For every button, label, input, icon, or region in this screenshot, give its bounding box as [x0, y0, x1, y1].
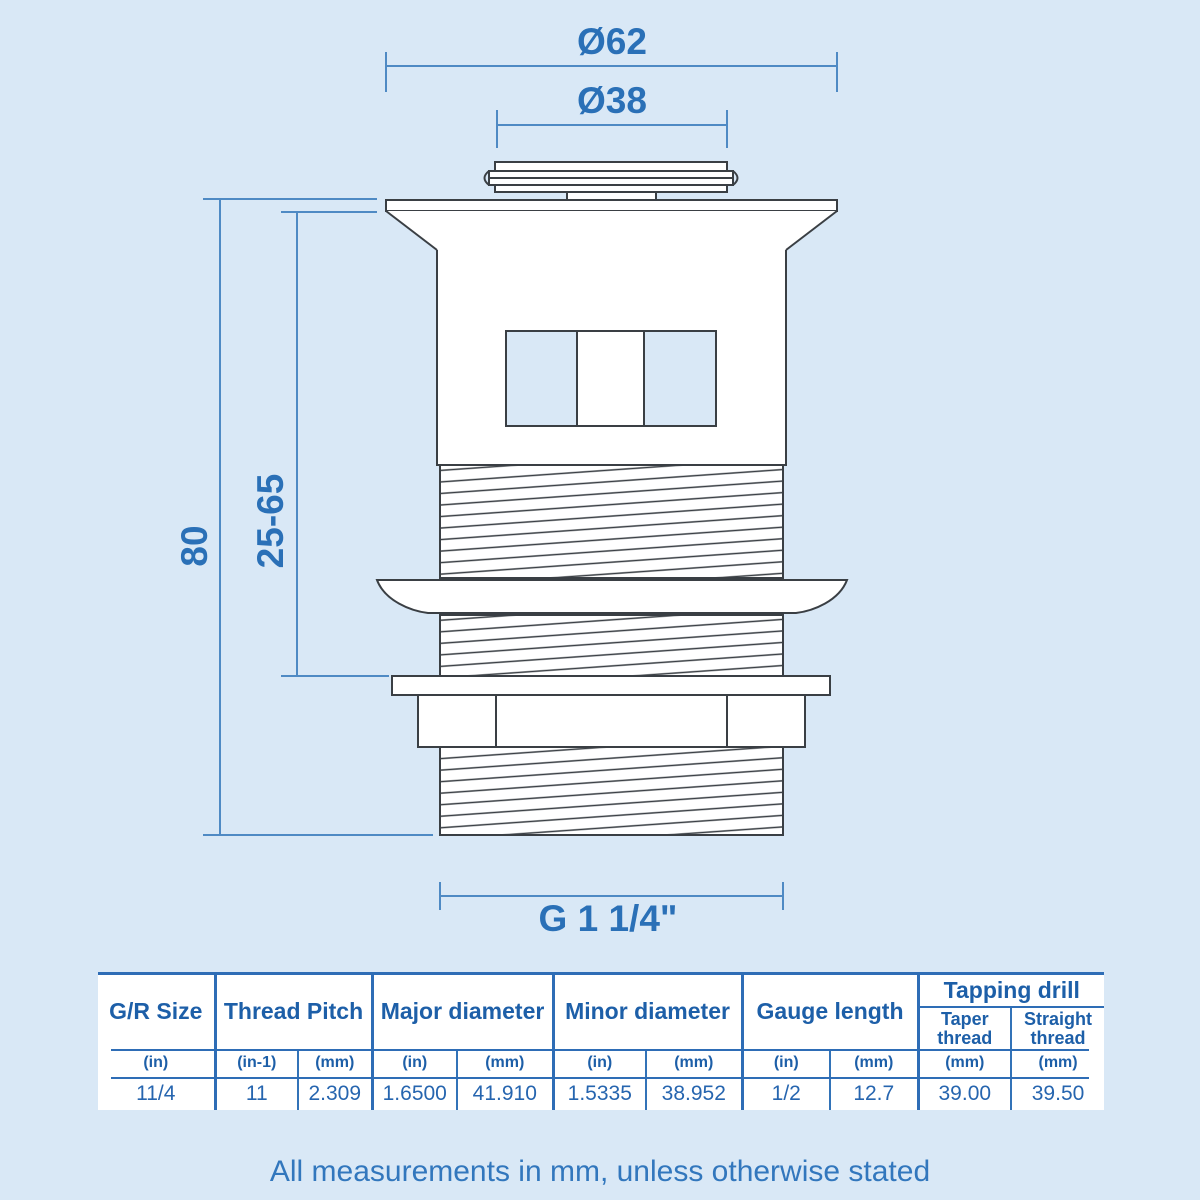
unit-cell: (in-1)	[215, 1049, 298, 1077]
unit-cell: (mm)	[298, 1049, 372, 1077]
sealing-washer	[377, 580, 847, 613]
col-header-gr-size: G/R Size	[98, 975, 215, 1049]
table-units-divider	[111, 1077, 1089, 1079]
cap-seal	[485, 171, 738, 185]
fitting-shapes	[377, 162, 847, 835]
measurement-note: All measurements in mm, unless otherwise stated	[269, 1155, 931, 1188]
unit-cell: (in)	[742, 1049, 830, 1077]
col-header-thread-pitch: Thread Pitch	[215, 975, 372, 1049]
value-cell: 12.7	[830, 1077, 918, 1110]
value-cell: 1/2	[742, 1077, 830, 1110]
thread-spec-table	[98, 975, 1104, 1110]
unit-cell: (mm)	[1038, 1054, 1078, 1071]
value-cell: 39.50	[1031, 1081, 1085, 1105]
backnut-plate	[392, 676, 830, 695]
thread-upper	[440, 465, 783, 578]
slot-right	[644, 331, 716, 426]
col-header-gauge-length: Gauge length	[742, 975, 918, 1049]
col-header-tapping-drill: Tapping drill	[918, 975, 1104, 1007]
backnut-body	[418, 695, 805, 747]
dim-adjust-range-line	[281, 212, 389, 676]
values-row	[98, 1077, 1104, 1110]
value-cell: 38.952	[646, 1077, 742, 1110]
label-overall-height: 80	[174, 525, 215, 567]
col-header-straight-thread: Straight thread	[1024, 1008, 1093, 1048]
unit-cell: (mm)	[457, 1049, 553, 1077]
spec-table	[98, 972, 1104, 1110]
cap-stem	[567, 192, 656, 200]
slot-left	[506, 331, 577, 426]
unit-cell: (in)	[372, 1049, 457, 1077]
value-cell: 1.6500	[372, 1077, 457, 1110]
label-outer-diameter: Ø62	[577, 21, 647, 62]
cap-top-plate	[495, 162, 727, 171]
dim-overall-height-line	[203, 199, 433, 835]
value-cell: 39.00	[918, 1077, 1011, 1110]
unit-cell: (mm)	[918, 1049, 1011, 1077]
unit-cell: (mm)	[830, 1049, 918, 1077]
label-inner-diameter: Ø38	[577, 80, 647, 121]
unit-cell: (mm)	[646, 1049, 742, 1077]
units-row	[98, 1049, 1104, 1077]
slot-middle	[577, 331, 644, 426]
label-adjust-range: 25-65	[250, 473, 291, 569]
unit-cell: (in)	[553, 1049, 646, 1077]
value-cell: 1.5335	[553, 1077, 646, 1110]
flange-plate	[386, 200, 837, 211]
unit-cell: (in)	[98, 1049, 215, 1077]
thread-middle	[440, 615, 783, 676]
value-cell: 2.309	[298, 1077, 372, 1110]
value-cell: 11	[215, 1077, 298, 1110]
value-cell: 11/4	[98, 1077, 215, 1110]
col-header-taper-thread: Taper thread	[918, 1007, 1011, 1049]
value-cell: 41.910	[457, 1077, 553, 1110]
col-header-minor-diameter: Minor diameter	[553, 975, 742, 1049]
table-header-divider	[111, 1049, 1089, 1051]
flange-skirt	[386, 211, 837, 250]
col-header-major-diameter: Major diameter	[372, 975, 553, 1049]
thread-lower	[440, 747, 783, 835]
cap-lower-plate	[495, 185, 727, 192]
label-thread-size: G 1 1/4"	[538, 898, 678, 939]
